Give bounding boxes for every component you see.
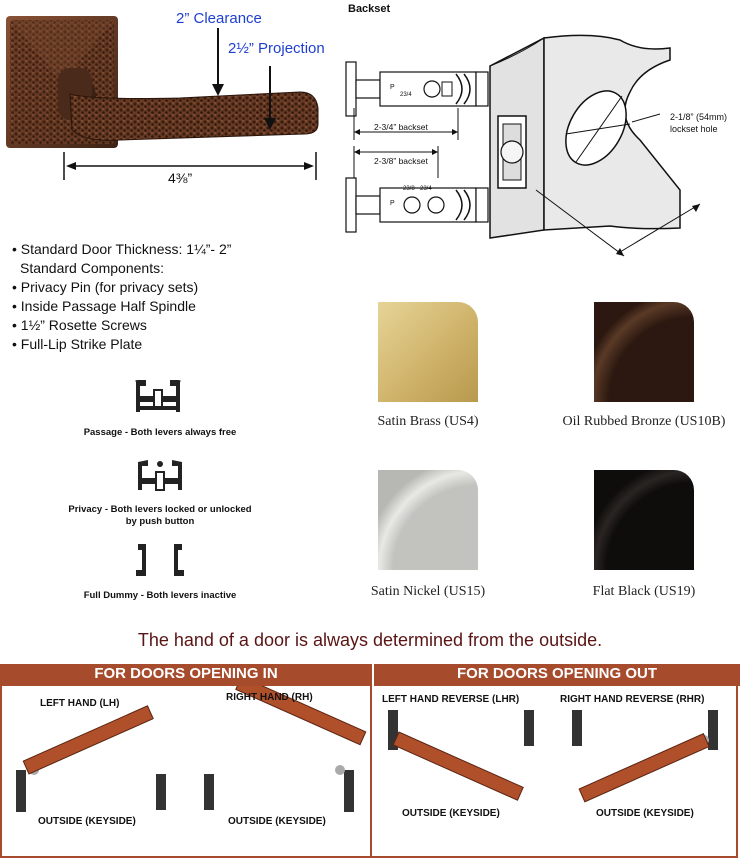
- lockset-hole-sublabel: lockset hole: [670, 124, 718, 134]
- clearance-label: 2” Clearance: [176, 10, 262, 27]
- latch-b-mark-234: 23/4: [420, 186, 432, 192]
- lh-outside-label: OUTSIDE (KEYSIDE): [38, 816, 136, 827]
- finish-caption-satin-brass: Satin Brass (US4): [377, 414, 479, 429]
- lhr-outside-label: OUTSIDE (KEYSIDE): [402, 808, 500, 819]
- finish-swatch-flat-black: [594, 470, 694, 570]
- latch-b-mark-p: P: [390, 200, 395, 207]
- lockset-hole-label: 2-1/8” (54mm): [670, 112, 728, 122]
- privacy-caption-line2: by push button: [125, 516, 195, 527]
- spec-rosette-screws: • 1½” Rosette Screws: [12, 317, 147, 333]
- handing-title: The hand of a door is always determined from the outside.: [137, 630, 603, 650]
- backset-title: Backset: [348, 3, 391, 15]
- handing-diagrams: [0, 686, 740, 858]
- passage-lever-icon: [130, 376, 186, 420]
- lh-label: LEFT HAND (LH): [40, 698, 120, 709]
- passage-function-icon: [130, 376, 186, 420]
- spec-half-spindle: • Inside Passage Half Spindle: [12, 298, 196, 314]
- rh-label: RIGHT HAND (RH): [226, 692, 313, 703]
- dummy-lever-icon: [132, 540, 188, 582]
- finish-swatch-oil-rubbed-bronze: [594, 302, 694, 402]
- finish-swatch-satin-brass: [378, 302, 478, 402]
- door-swing-illustration: [0, 686, 740, 858]
- length-label: 4⅜”: [168, 170, 193, 186]
- spec-strike-plate: • Full-Lip Strike Plate: [12, 336, 143, 352]
- spec-privacy-pin: • Privacy Pin (for privacy sets): [12, 279, 199, 295]
- privacy-caption-line1: Privacy - Both levers locked or unlocked: [68, 504, 252, 515]
- spec-standard-components: Standard Components:: [20, 260, 164, 276]
- finish-caption-flat-black: Flat Black (US19): [592, 584, 696, 599]
- finish-caption-satin-nickel: Satin Nickel (US15): [370, 584, 486, 599]
- rhr-outside-label: OUTSIDE (KEYSIDE): [596, 808, 694, 819]
- backset-illustration: [340, 0, 740, 270]
- rhr-label: RIGHT HAND REVERSE (RHR): [560, 694, 705, 705]
- opening-in-header: FOR DOORS OPENING IN: [0, 664, 372, 686]
- latch-b-backset-label: 2-3/8” backset: [374, 156, 428, 166]
- privacy-lever-icon: [132, 456, 188, 496]
- latch-a-mark-size: 23/4: [400, 92, 412, 98]
- dummy-caption: Full Dummy - Both levers inactive: [83, 590, 237, 601]
- latch-b-mark-238: 23/8: [403, 186, 415, 192]
- latch-a-backset-label: 2-3/4” backset: [374, 122, 428, 132]
- passage-caption: Passage - Both levers always free: [83, 427, 237, 438]
- opening-out-header: FOR DOORS OPENING OUT: [372, 664, 740, 686]
- spec-list: [12, 240, 231, 354]
- finish-caption-oil-rubbed-bronze: Oil Rubbed Bronze (US10B): [562, 414, 726, 429]
- backset-diagram: [340, 0, 740, 270]
- privacy-function-icon: [132, 456, 188, 496]
- finish-swatch-satin-nickel: [378, 470, 478, 570]
- rh-outside-label: OUTSIDE (KEYSIDE): [228, 816, 326, 827]
- latch-a-mark-p: P: [390, 84, 395, 91]
- spec-door-thickness: • Standard Door Thickness: 1¼”- 2”: [12, 241, 232, 257]
- dummy-function-icon: [132, 540, 188, 582]
- lhr-label: LEFT HAND REVERSE (LHR): [382, 694, 520, 705]
- projection-label: 2½” Projection: [228, 40, 325, 57]
